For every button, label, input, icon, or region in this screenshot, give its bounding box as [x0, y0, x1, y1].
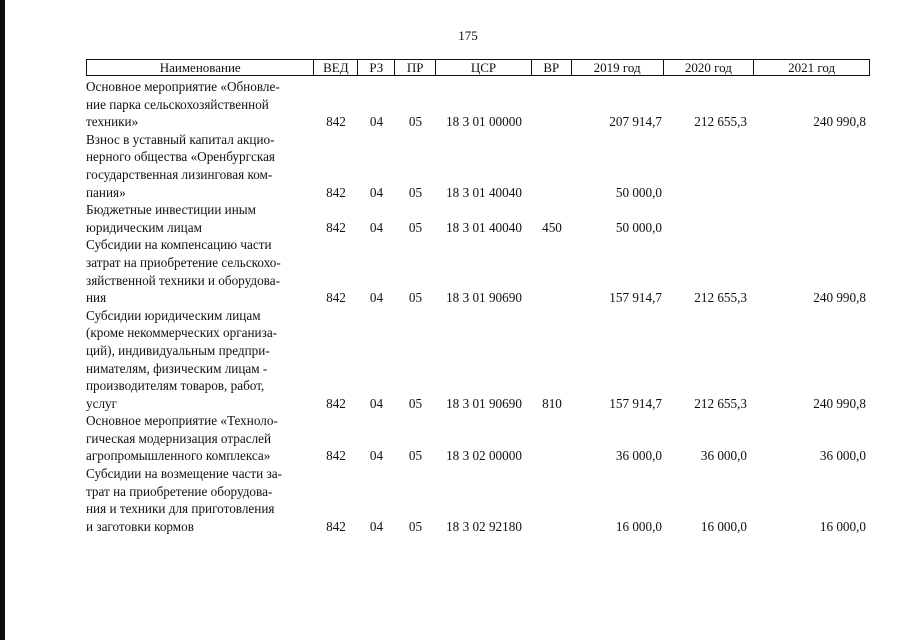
row-csr: 18 3 01 00000 [446, 114, 522, 130]
table-row [86, 78, 870, 131]
row-value-2019: 157 914,7 [609, 290, 662, 306]
header-vr: ВР [532, 60, 572, 75]
row-name-line: ния и техники для приготовления [86, 501, 275, 517]
row-name-line: Взнос в уставный капитал акцио- [86, 131, 275, 147]
row-name-line: трат на приобретение оборудова- [86, 483, 273, 499]
row-ved: 842 [326, 290, 346, 306]
header-pr: ПР [395, 60, 436, 75]
row-name-line: затрат на приобретение сельскохо- [86, 254, 281, 270]
row-pr: 05 [408, 219, 423, 235]
row-name-line: нимателям, физическим лицам - [86, 360, 268, 376]
row-ved: 842 [326, 219, 346, 235]
table-header [86, 59, 870, 76]
row-rz: 04 [369, 290, 384, 306]
row-csr: 18 3 02 00000 [446, 448, 522, 464]
row-name [86, 412, 314, 465]
row-csr: 18 3 02 92180 [446, 518, 522, 534]
row-name-line: нерного общества «Оренбургская [86, 149, 275, 165]
row-value-2020: 16 000,0 [700, 518, 747, 534]
row-rz: 04 [369, 395, 384, 411]
row-value-2021: 240 990,8 [813, 290, 866, 306]
row-csr: 18 3 01 90690 [446, 395, 522, 411]
table-row [86, 131, 870, 201]
row-value-2021: 36 000,0 [819, 448, 866, 464]
row-name-line: Субсидии юридическим лицам [86, 307, 261, 323]
table-body [86, 78, 870, 535]
row-name-line: юридическим лицам [86, 219, 202, 235]
row-rz: 04 [369, 518, 384, 534]
row-ved: 842 [326, 395, 346, 411]
row-value-2019: 157 914,7 [609, 395, 662, 411]
row-name-line: услуг [86, 395, 118, 411]
header-csr: ЦСР [436, 60, 532, 75]
row-rz: 04 [369, 219, 384, 235]
header-year-2021: 2021 год [788, 60, 836, 75]
header-ved: ВЕД [314, 60, 358, 75]
row-pr: 05 [408, 114, 423, 130]
row-name-line: Основное мероприятие «Техноло- [86, 413, 278, 429]
row-name-line: и заготовки кормов [86, 518, 194, 534]
row-name-line: Основное мероприятие «Обновле- [86, 79, 280, 94]
row-value-2019: 207 914,7 [609, 114, 662, 130]
row-name-line: зяйственной техники и оборудова- [86, 272, 280, 288]
row-vr: 450 [542, 219, 562, 235]
row-csr: 18 3 01 90690 [446, 290, 522, 306]
row-name [86, 78, 314, 131]
row-value-2019: 50 000,0 [615, 184, 662, 200]
row-ved: 842 [326, 184, 346, 200]
row-name [86, 201, 314, 236]
row-csr: 18 3 01 40040 [446, 219, 522, 235]
table-row [86, 412, 870, 465]
row-pr: 05 [408, 518, 423, 534]
row-name [86, 236, 314, 306]
row-name [86, 307, 314, 413]
row-value-2021: 16 000,0 [819, 518, 866, 534]
page-number: 175 [458, 28, 478, 43]
row-name-line: (кроме некоммерческих организа- [86, 325, 278, 341]
scan-edge-bar [0, 0, 5, 640]
table-row [86, 307, 870, 413]
row-value-2021: 240 990,8 [813, 395, 866, 411]
header-year-2020: 2020 год [664, 60, 755, 75]
row-pr: 05 [408, 290, 423, 306]
row-rz: 04 [369, 184, 384, 200]
row-name-line: гическая модернизация отраслей [86, 430, 272, 446]
row-value-2020: 212 655,3 [694, 114, 747, 130]
row-pr: 05 [408, 184, 423, 200]
row-pr: 05 [408, 448, 423, 464]
header-year-2019: 2019 год [572, 60, 664, 75]
row-value-2019: 16 000,0 [615, 518, 662, 534]
row-value-2019: 50 000,0 [615, 219, 662, 235]
row-name-line: техники» [86, 114, 139, 130]
row-pr: 05 [408, 395, 423, 411]
row-name-line: государственная лизинговая ком- [86, 166, 273, 182]
row-value-2021: 240 990,8 [813, 114, 866, 130]
row-name-line: производителям товаров, работ, [86, 378, 265, 394]
row-name [86, 131, 314, 201]
row-name-line: Субсидии на возмещение части за- [86, 466, 282, 482]
row-csr: 18 3 01 40040 [446, 184, 522, 200]
row-value-2020: 212 655,3 [694, 395, 747, 411]
row-vr: 810 [542, 395, 562, 411]
row-name [86, 465, 314, 535]
row-value-2020: 212 655,3 [694, 290, 747, 306]
row-rz: 04 [369, 114, 384, 130]
row-value-2019: 36 000,0 [615, 448, 662, 464]
row-rz: 04 [369, 448, 384, 464]
table-row [86, 236, 870, 306]
row-name-line: ния [86, 290, 107, 306]
row-name-line: ние парка сельскохозяйственной [86, 96, 269, 112]
row-ved: 842 [326, 114, 346, 130]
row-name-line: пания» [86, 184, 126, 200]
table-row [86, 465, 870, 535]
header-rz: РЗ [358, 60, 395, 75]
table-row [86, 201, 870, 236]
row-value-2020: 36 000,0 [700, 448, 747, 464]
row-name-line: агропромышленного комплекса» [86, 448, 271, 464]
row-name-line: ций), индивидуальным предпри- [86, 342, 270, 358]
row-ved: 842 [326, 448, 346, 464]
row-ved: 842 [326, 518, 346, 534]
row-name-line: Субсидии на компенсацию части [86, 237, 272, 253]
header-name: Наименование [87, 60, 314, 75]
row-name-line: Бюджетные инвестиции иным [86, 202, 256, 218]
